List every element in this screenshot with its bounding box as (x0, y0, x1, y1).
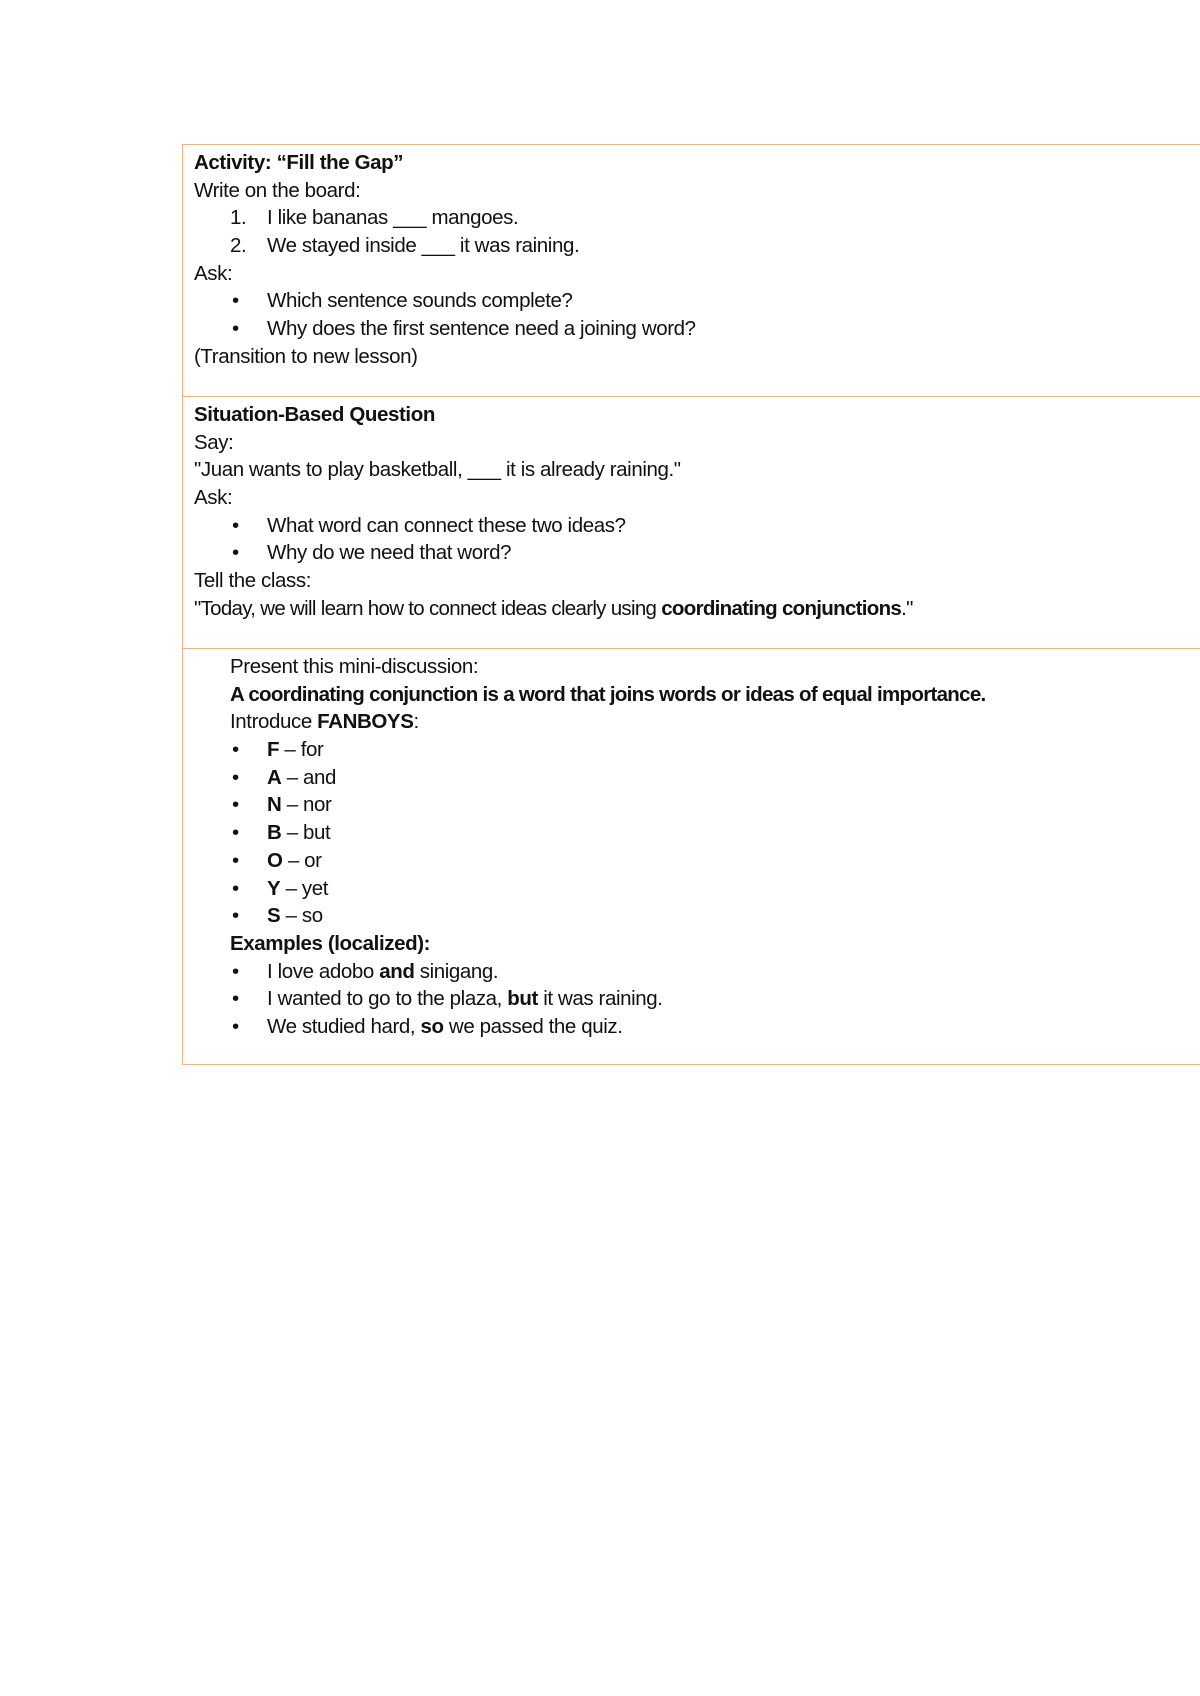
introduce-prefix: Introduce (230, 710, 318, 734)
fanboys-letter: B (267, 821, 282, 845)
bullet-icon: • (232, 793, 239, 817)
examples-title: Examples (localized): (230, 931, 431, 955)
question-text: What word can connect these two ideas? (267, 513, 626, 537)
definition: A coordinating conjunction is a word that joins words or ideas of equal importance. (230, 682, 986, 706)
closing-prefix: "Today, we will learn how to connect ideas clearly using (194, 596, 662, 620)
question-text: Which sentence sounds complete? (267, 289, 573, 313)
fanboys-word: – and (281, 765, 337, 789)
fanboys-word: – so (280, 904, 323, 928)
introduce-suffix: : (413, 710, 419, 734)
bullet-icon: • (232, 765, 239, 789)
item-text: We stayed inside ___ it was raining. (267, 234, 580, 258)
situation-title: Situation-Based Question (194, 403, 435, 426)
situation-quote: "Juan wants to play basketball, ___ it is already raining." (194, 458, 681, 482)
example-item (230, 1013, 1191, 1041)
example-item (230, 958, 1191, 986)
bullet-icon: • (232, 987, 239, 1011)
bullet-icon: • (232, 513, 239, 537)
example-conjunction: and (379, 959, 415, 983)
transition-note: (Transition to new lesson) (194, 344, 418, 368)
fanboys-word: – for (279, 738, 324, 762)
ask-label: Ask: (194, 261, 233, 285)
bullet-icon: • (232, 959, 239, 983)
fanboys-letter: Y (267, 876, 281, 900)
fanboys-item (230, 819, 1191, 847)
fanboys-word: – or (282, 848, 322, 872)
activity-intro: Write on the board: (194, 178, 361, 202)
example-before: I wanted to go to the plaza, (267, 987, 508, 1011)
fanboys-item (230, 875, 1191, 903)
fanboys-letter: A (267, 765, 282, 789)
item-number: 1. (230, 206, 247, 230)
situation-cell (183, 397, 1200, 649)
question-item (194, 287, 1191, 315)
question-item (194, 539, 1191, 567)
example-before: We studied hard, (267, 1014, 421, 1038)
question-item (194, 315, 1191, 343)
fanboys-item (230, 764, 1191, 792)
bullet-icon: • (232, 848, 239, 872)
question-text: Why does the first sentence need a joining word? (267, 317, 696, 341)
activity-title: Activity: “Fill the Gap” (194, 151, 404, 174)
closing-bold: coordinating conjunctions (661, 596, 902, 620)
question-item (194, 512, 1191, 540)
numbered-item (194, 204, 1191, 232)
discussion-cell (183, 649, 1200, 1065)
numbered-item (194, 232, 1191, 260)
ask-label: Ask: (194, 486, 233, 510)
fanboys-label: FANBOYS (317, 710, 414, 734)
fanboys-item (230, 791, 1191, 819)
bullet-icon: • (232, 738, 239, 762)
bullet-icon: • (232, 289, 239, 313)
example-after: sinigang. (414, 959, 499, 983)
fanboys-word: – nor (281, 793, 332, 817)
fanboys-letter: N (267, 793, 282, 817)
fanboys-word: – but (281, 821, 331, 845)
fanboys-letter: S (267, 904, 281, 928)
fanboys-letter: O (267, 848, 283, 872)
example-after: it was raining. (537, 987, 663, 1011)
bullet-icon: • (232, 904, 239, 928)
closing-statement (194, 595, 1191, 623)
closing-suffix: ." (901, 596, 913, 620)
fanboys-word: – yet (280, 876, 329, 900)
example-conjunction: so (420, 1014, 444, 1038)
example-after: we passed the quiz. (443, 1014, 623, 1038)
question-text: Why do we need that word? (267, 541, 512, 565)
fanboys-letter: F (267, 738, 280, 762)
bullet-icon: • (232, 541, 239, 565)
item-text: I like bananas ___ mangoes. (267, 206, 519, 230)
bullet-icon: • (232, 317, 239, 341)
bullet-icon: • (232, 821, 239, 845)
fanboys-item (230, 902, 1191, 930)
lesson-table (182, 144, 1200, 1065)
example-item (230, 985, 1191, 1013)
bullet-icon: • (232, 876, 239, 900)
tell-label: Tell the class: (194, 569, 312, 593)
discussion-intro: Present this mini-discussion: (230, 655, 479, 678)
fanboys-item (230, 736, 1191, 764)
example-before: I love adobo (267, 959, 380, 983)
activity-cell (183, 145, 1200, 397)
example-conjunction: but (507, 987, 538, 1011)
bullet-icon: • (232, 1014, 239, 1038)
introduce-line (230, 708, 1191, 736)
fanboys-item (230, 847, 1191, 875)
say-label: Say: (194, 430, 234, 454)
item-number: 2. (230, 234, 247, 258)
